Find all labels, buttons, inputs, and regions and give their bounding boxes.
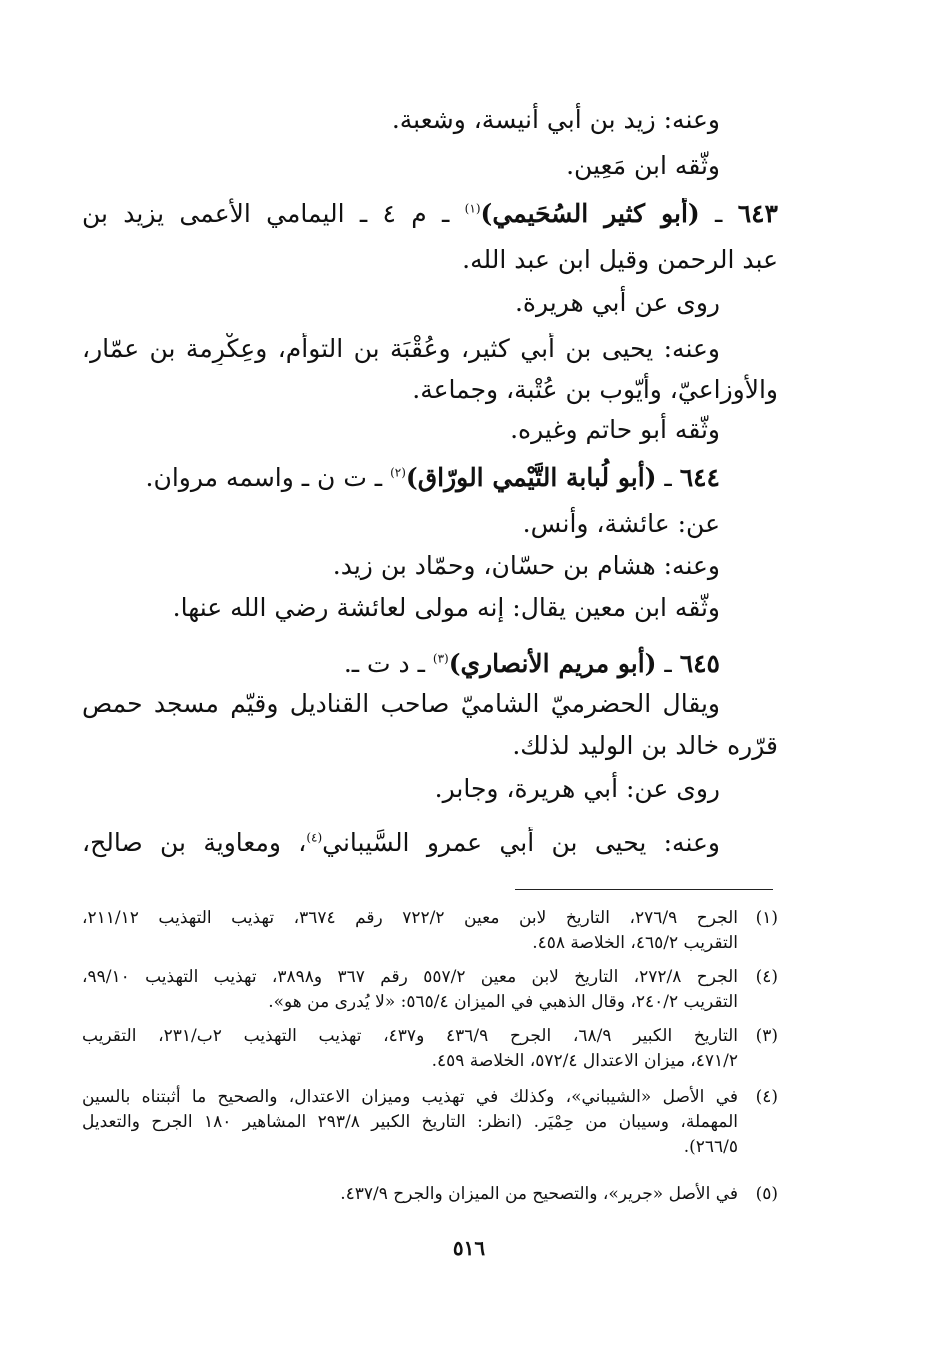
footnote-separator xyxy=(515,889,773,890)
entry-number: ٦٤٤ xyxy=(679,463,720,492)
footnote xyxy=(82,965,778,1017)
line-part: وعنه: يحيى بن أبي عمرو السَّيباني xyxy=(322,828,720,857)
footnote-ref: (٤) xyxy=(306,830,323,845)
footnote-line: التاريخ الكبير ٦٨/٩، الجرح ٤٣٦/٩ و٤٣٧، تهذيب التهذيب ٢ب/٢٣١، التقريب xyxy=(82,1026,739,1046)
entry-header-643: ٦٤٣ ـ (أبو كثير السُحَيمي)$^{(١)}$ ـ م ٤ ـ اليمامي الأعمى يزيد بن xyxy=(82,199,778,228)
entry-number: ٦٤٣ xyxy=(737,199,778,228)
footnote-line: ٤٧١/٢، ميزان الاعتدال ٥٧٢/٤، الخلاصة ٤٥٩. xyxy=(431,1051,738,1071)
footnote-line: الجرح ٢٧٦/٩، التاريخ لابن معين ٧٢٢/٢ رقم ٣٦٧٤، تهذيب التهذيب ٢١١/١٢، xyxy=(82,908,738,928)
footnote-line: التقريب ٤٦٥/٢، الخلاصة ٤٥٨. xyxy=(532,933,738,953)
footnote xyxy=(82,906,778,958)
entry-detail: ـ د ت ـ. xyxy=(343,649,425,678)
text-line xyxy=(82,827,720,859)
text-line: وعنه: زيد بن أبي أنيسة، وشعبة. xyxy=(391,105,720,134)
text-line: وعنه: يحيى بن أبي كثير، وعُقْبَة بن التوأم، وعِكْرِمة بن عمّار، xyxy=(82,334,720,363)
footnote-line: التقريب ٢٤٠/٢، وقال الذهبي في الميزان ٥٦٥/٤: «لا يُدرى من هو». xyxy=(268,992,738,1012)
footnote-line: في الأصل «الشيباني»، وكذلك في تهذيب وميزان الاعتدال، والصحيح ما أثبتناه بالسين xyxy=(82,1087,738,1107)
footnote-ref: (٢) xyxy=(390,465,406,480)
entry-detail: ـ م ٤ ـ اليمامي الأعمى يزيد بن xyxy=(82,199,450,228)
text-line: وثّقه ابن معين يقال: إنه مولى لعائشة رضي الله عنها. xyxy=(172,593,720,622)
narrator-name: (أبو كثير السُحَيمي) xyxy=(480,199,700,228)
text-line: قرّره خالد بن الوليد لذلك. xyxy=(512,731,778,760)
footnote-number: (٤) xyxy=(755,967,778,987)
entry-detail: ـ ت ن ـ واسمه مروان. xyxy=(145,463,383,492)
entry-header-645: ٦٤٥ ـ (أبو مريم الأنصاري)$^{(٣)}$ ـ د ت ـ. xyxy=(343,649,720,678)
footnote-number: (٥) xyxy=(755,1184,778,1204)
footnote-number: (٣) xyxy=(755,1026,778,1046)
footnote-number: (١) xyxy=(755,908,778,928)
text-line: عبد الرحمن وقيل ابن عبد الله. xyxy=(462,245,778,274)
line-part: ، ومعاوية بن صالح، xyxy=(82,828,307,857)
text-line: وثّقه ابن مَعِين. xyxy=(566,151,720,180)
footnote-line: ٢٦٦/٥). xyxy=(683,1137,738,1157)
footnote-line: في الأصل «جرير»، والتصحيح من الميزان والجرح ٤٣٧/٩. xyxy=(340,1184,738,1204)
entry-number: ٦٤٥ xyxy=(679,649,720,678)
footnote xyxy=(82,1182,778,1208)
narrator-name: (أبو مريم الأنصاري) xyxy=(448,649,657,678)
entry-header-644: ٦٤٤ ـ (أبو لُبابة التَّيْمي الورّاق)$^{(٢)}$ ـ ت ن ـ واسمه مروان. xyxy=(145,463,720,492)
footnote xyxy=(82,1024,778,1076)
text-line: روى عن أبي هريرة. xyxy=(514,288,720,317)
text-line: ويقال الحضرميّ الشاميّ صاحب القناديل وقيّم مسجد حمص xyxy=(82,689,720,718)
footnote-ref: (٣) xyxy=(432,651,449,666)
text-line: وعنه: هشام بن حسّان، وحمّاد بن زيد. xyxy=(332,551,720,580)
footnote-ref: (١) xyxy=(464,201,481,216)
footnote-line: الجرح ٢٧٢/٨، التاريخ لابن معين ٥٥٧/٢ رقم ٣٦٧ و٣٨٩٨، تهذيب التهذيب ٩٩/١٠، xyxy=(82,967,738,987)
text-line: والأوزاعيّ، وأيّوب بن عُتْبة، وجماعة. xyxy=(412,375,778,404)
footnote xyxy=(82,1085,778,1163)
text-line: وثّقه أبو حاتم وغيره. xyxy=(510,415,720,444)
text-line: روى عن: أبي هريرة، وجابر. xyxy=(434,774,720,803)
page-number: ٥١٦ xyxy=(452,1236,486,1260)
text-line: عن: عائشة، وأنس. xyxy=(522,509,720,538)
footnote-number: (٤) xyxy=(755,1087,778,1107)
narrator-name: (أبو لُبابة التَّيْمي الورّاق) xyxy=(405,463,657,492)
footnote-line: المهملة، وسيبان من حِمْيَر. (انظر: التاريخ الكبير ٢٩٣/٨ المشاهير ١٨٠ الجرح والتعديل xyxy=(82,1112,739,1132)
